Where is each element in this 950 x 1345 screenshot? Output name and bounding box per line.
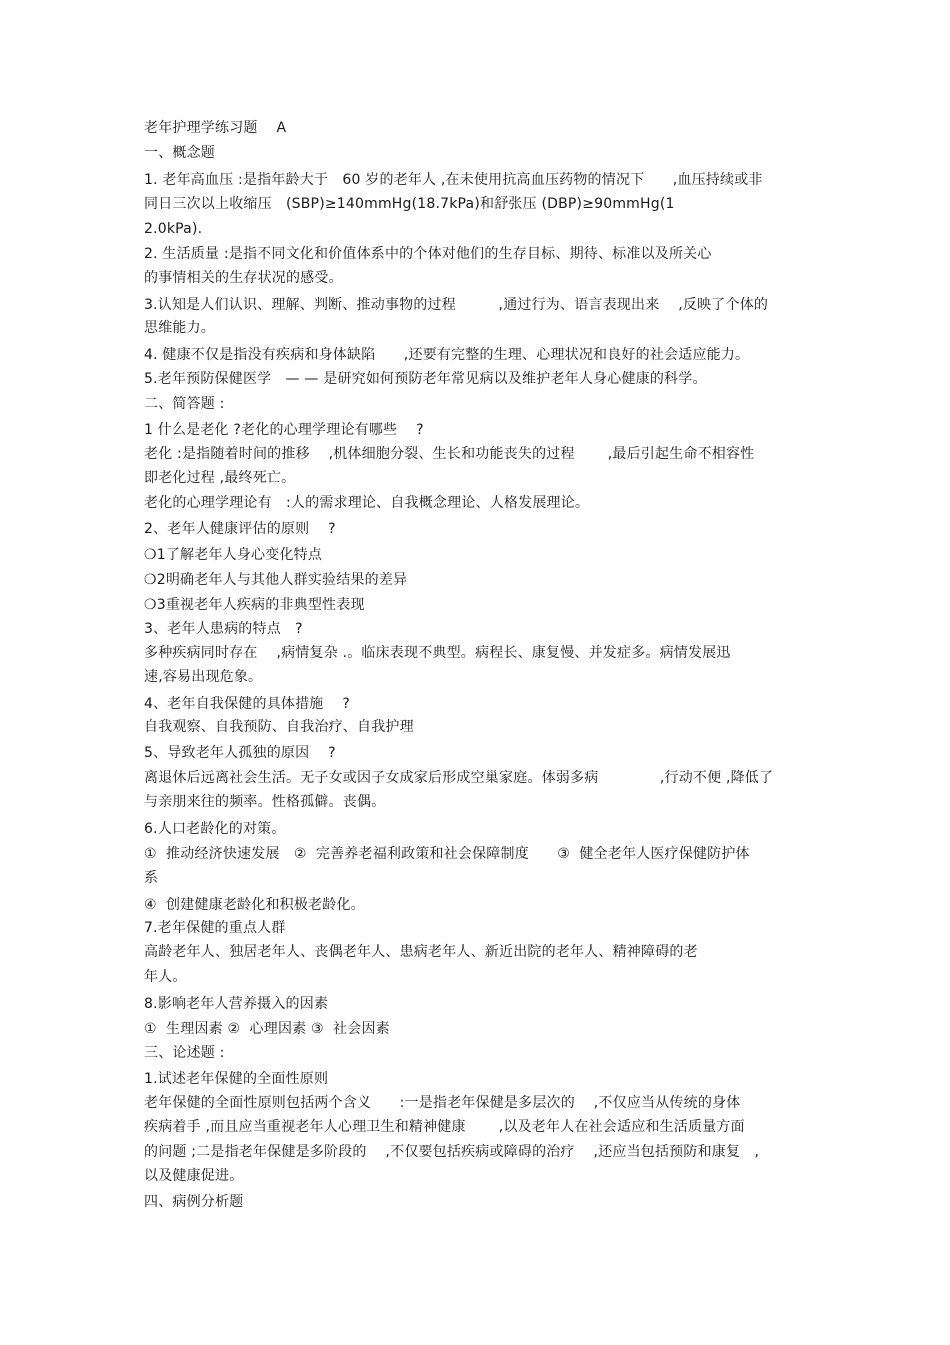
text-line: 与亲朋来往的频率。性格孤僻。丧偶。 [144, 794, 386, 810]
text-line: 速,容易出现危象。 [144, 669, 263, 685]
text-line: 老年保健的全面性原则包括两个含义 :一是指老年保健是多层次的 ,不仅应当从传统的身体 [144, 1095, 741, 1111]
text-line: 的事情相关的生存状况的感受。 [144, 270, 343, 286]
text-line: 离退休后远离社会生活。无子女或因子女成家后形成空巢家庭。体弱多病 ,行动不便 ,降低了 [144, 770, 774, 786]
text-line: 同日三次以上收缩压 (SBP)≥140mmHg(18.7kPa)和舒张压 (DBP)≥90mmHg(1 [144, 196, 675, 212]
question-line: 6.人口老龄化的对策。 [144, 821, 286, 837]
text-line: 4. 健康不仅是指没有疾病和身体缺陷 ,还要有完整的生理、心理状况和良好的社会适应能力。 [144, 347, 750, 363]
text-line: 自我观察、自我预防、自我治疗、自我护理 [144, 719, 414, 735]
text-line: 思维能力。 [144, 320, 215, 336]
text-line: ④ 创建健康老龄化和积极老龄化。 [144, 897, 365, 913]
text-line: ① 推动经济快速发展 ② 完善养老福利政策和社会保障制度 ③ 健全老年人医疗保健防护体 [144, 846, 750, 862]
text-line: 5.老年预防保健医学 — — 是研究如何预防老年常见病以及维护老年人身心健康的科学。 [144, 371, 707, 387]
question-line: 8.影响老年人营养摄入的因素 [144, 996, 329, 1012]
text-line: 3.认知是人们认识、理解、判断、推动事物的过程 ,通过行为、语言表现出来 ,反映了个体的 [144, 297, 769, 313]
text-line: 以及健康促进。 [144, 1168, 244, 1184]
text-line: 即老化过程 ,最终死亡。 [144, 470, 296, 486]
question-line: 4、老年自我保健的具体措施 ? [144, 696, 350, 712]
text-line: 年人。 [144, 969, 187, 985]
question-line: 1 什么是老化 ?老化的心理学理论有哪些 ? [144, 422, 424, 438]
text-line: 系 [144, 870, 159, 886]
text-line: 1. 老年高血压 :是指年龄大于 60 岁的老年人 ,在未使用抗高血压药物的情况下 ,血压持续或非 [144, 172, 763, 188]
section-heading: 一、概念题 [144, 145, 215, 161]
text-line: 多种疾病同时存在 ,病情复杂 .。临床表现不典型。病程长、康复慢、并发症多。病情发展迅 [144, 645, 731, 661]
list-item: ❍1了解老年人身心变化特点 [144, 547, 323, 563]
text-line: ① 生理因素 ② 心理因素 ③ 社会因素 [144, 1021, 390, 1037]
list-item: ❍2明确老年人与其他人群实验结果的差异 [144, 572, 408, 588]
text-line: 2. 生活质量 :是指不同文化和价值体系中的个体对他们的生存目标、期待、标准以及所关心 [144, 246, 712, 262]
list-item: ❍3重视老年人疾病的非典型性表现 [144, 597, 365, 613]
text-line: 老化的心理学理论有 :人的需求理论、自我概念理论、人格发展理论。 [144, 495, 590, 511]
section-heading: 三、论述题 : [144, 1045, 225, 1061]
question-line: 3、老年人患病的特点 ? [144, 621, 303, 637]
text-line: 2.0kPa). [144, 221, 203, 237]
document-title: 老年护理学练习题 A [144, 120, 287, 136]
section-heading: 二、简答题 : [144, 396, 225, 412]
text-line: 疾病着手 ,而且应当重视老年人心理卫生和精神健康 ,以及老年人在社会适应和生活质量方面 [144, 1119, 745, 1135]
section-heading: 四、病例分析题 [144, 1194, 244, 1210]
text-line: 高龄老年人、独居老年人、丧偶老年人、患病老年人、新近出院的老年人、精神障碍的老 [144, 944, 698, 960]
question-line: 5、导致老年人孤独的原因 ? [144, 745, 336, 761]
question-line: 2、老年人健康评估的原则 ? [144, 521, 336, 537]
question-line: 1.试述老年保健的全面性原则 [144, 1071, 329, 1087]
text-line: 老化 :是指随着时间的推移 ,机体细胞分裂、生长和功能丧失的过程 ,最后引起生命不相容性 [144, 446, 755, 462]
text-line: 的问题 ;二是指老年保健是多阶段的 ,不仅要包括疾病或障碍的治疗 ,还应当包括预防和康复 , [144, 1144, 760, 1160]
question-line: 7.老年保健的重点人群 [144, 920, 286, 936]
